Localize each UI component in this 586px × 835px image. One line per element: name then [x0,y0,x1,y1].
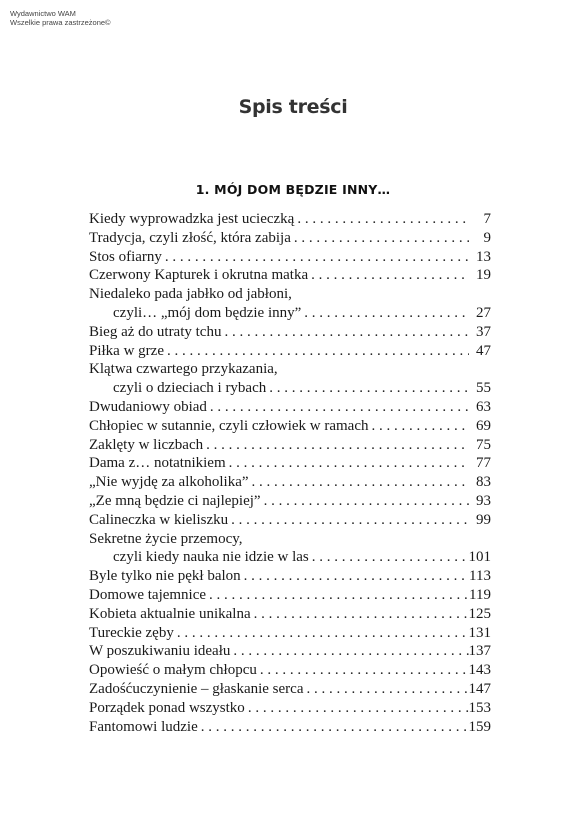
toc-entry [89,360,491,398]
toc-entry-line [89,699,491,718]
toc-page-number: 93 [476,492,491,509]
toc-entry [89,210,491,229]
toc-page-number: 19 [476,267,491,284]
toc-page-number: 143 [468,662,491,679]
toc-entry-title: Byle tylko nie pękł balon [89,568,241,585]
dot-leader [230,642,468,661]
toc-entry-title: „Ze mną będzie ci najlepiej” [89,492,261,509]
toc-page-number: 119 [469,586,491,603]
dot-leader [164,342,469,361]
toc-entry-line [89,661,491,680]
toc-entry-title: Kobieta aktualnie unikalna [89,605,251,622]
dot-leader [261,492,469,511]
toc-entry-line [89,511,491,530]
toc-entry-title: Sekretne życie przemocy, [89,530,243,547]
toc-entry-title: Dama z… notatnikiem [89,455,226,472]
toc-entry [89,436,491,455]
toc-entry-line [89,360,491,379]
toc-entry-title: Zadośćuczynienie – głaskanie serca [89,680,304,697]
toc-entry-line [89,605,491,624]
toc-entry [89,642,491,661]
toc-entry-line [89,567,491,586]
page-title: Spis treści [238,96,348,118]
toc-entry [89,624,491,643]
toc-entry-line [89,417,491,436]
toc-entry [89,248,491,267]
toc-entry-title: Zaklęty w liczbach [89,436,204,453]
toc-entry-line [89,323,491,342]
chapter-heading: 1. MÓJ DOM BĘDZIE INNY… [195,182,391,197]
toc-entry-title: Klątwa czwartego przykazania, [89,361,278,378]
toc-entry [89,661,491,680]
dot-leader [203,436,469,455]
toc-page-number: 77 [476,455,491,472]
dot-leader [207,398,469,417]
toc-entry-title: Piłka w grze [89,342,164,359]
dot-leader [221,323,469,342]
toc-entry-title: czyli o dzieciach i rybach [113,380,267,397]
dot-leader [249,473,469,492]
toc-entry [89,454,491,473]
toc-entry-title: Niedaleko pada jabłko od jabłoni, [89,286,292,303]
dot-leader [308,266,469,285]
toc-page-number: 55 [476,380,491,397]
toc-entry-title: Tureckie zęby [89,624,174,641]
toc-entry-line [89,454,491,473]
toc-entry-line [89,586,491,605]
toc-page-number: 113 [469,568,491,585]
toc-entry-line [89,266,491,285]
dot-leader [291,229,469,248]
toc-entry-line [89,492,491,511]
toc-entry-title: Kiedy wyprowadzka jest ucieczką [89,211,295,227]
toc-page-number: 9 [483,229,491,246]
dot-leader [294,210,469,229]
dot-leader [198,718,469,737]
toc-page-number: 27 [476,304,491,321]
toc-entry-line [89,398,491,417]
toc-entry-line [89,680,491,699]
toc-page-number: 37 [476,323,491,340]
toc-entry [89,473,491,492]
toc-entry [89,718,491,737]
dot-leader [301,304,469,323]
dot-leader [162,248,469,267]
toc-page-number: 83 [476,474,491,491]
toc-entry-line [89,229,491,248]
dot-leader [257,661,469,680]
toc-entry [89,398,491,417]
toc-entry-title: W poszukiwaniu ideału [89,643,231,660]
dot-leader [206,586,469,605]
toc-page-number: 137 [468,643,491,660]
toc-entry-line [89,248,491,267]
toc-entry [89,680,491,699]
toc-entry [89,511,491,530]
toc-entry [89,266,491,285]
toc-entry-title: Porządek ponad wszystko [89,699,245,716]
toc-entry-line [89,642,491,661]
toc-entry-line [89,624,491,643]
toc-entry-line [89,379,491,398]
toc-page-number: 159 [468,718,491,735]
dot-leader [241,567,469,586]
toc-entry-line [89,548,491,567]
toc-entry-line [89,473,491,492]
toc-entry [89,605,491,624]
toc-page-number: 153 [468,699,491,716]
toc-page-number: 7 [483,211,491,227]
toc-entry [89,229,491,248]
toc-entry-title: Opowieść o małym chłopcu [89,662,257,679]
toc-entry [89,342,491,361]
toc-entry-title: Calineczka w kieliszku [89,511,229,528]
toc-entry-title: Chłopiec w sutannie, czyli człowiek w ramach [89,417,369,434]
dot-leader [174,624,469,643]
dot-leader [369,417,470,436]
toc-entry-line [89,210,491,229]
toc-page-number: 131 [468,624,491,641]
toc-entry-title: Stos ofiarny [89,248,162,265]
toc-entry [89,699,491,718]
toc-entry [89,492,491,511]
dot-leader [309,548,469,567]
toc-page-number: 75 [476,436,491,453]
dot-leader [245,699,469,718]
toc-entry [89,417,491,436]
toc-page-number: 99 [476,511,491,528]
toc-entry-title: Dwudaniowy obiad [89,398,207,415]
toc-entry-line [89,304,491,323]
toc-page-number: 101 [468,549,491,566]
toc-entry-line [89,718,491,737]
toc-entry [89,567,491,586]
toc-entry [89,530,491,568]
rights-reserved: Wszelkie prawa zastrzeżone© [10,18,111,27]
toc-page-number: 147 [468,680,491,697]
dot-leader [226,454,469,473]
toc-entry-line [89,342,491,361]
publisher-name: Wydawnictwo WAM [10,9,76,18]
dot-leader [303,680,468,699]
dot-leader [251,605,469,624]
toc-entry-line [89,285,491,304]
toc-page-number: 125 [468,605,491,622]
toc-entry-line [89,530,491,549]
toc-page-number: 69 [476,417,491,434]
toc-entry-title: Czerwony Kapturek i okrutna matka [89,267,309,284]
toc-entry-title: Fantomowi ludzie [89,718,198,735]
toc-entry-title: czyli kiedy nauka nie idzie w las [113,549,309,566]
dot-leader [228,511,469,530]
toc-page-number: 13 [476,248,491,265]
toc-entry [89,586,491,605]
copyright-notice [10,9,111,27]
toc-entry [89,323,491,342]
toc-entry-title: „Nie wyjdę za alkoholika” [89,474,249,491]
dot-leader [266,379,469,398]
toc-entry-title: Tradycja, czyli złość, która zabija [89,229,291,246]
table-of-contents [89,210,491,736]
toc-entry-title: czyli… „mój dom będzie inny” [113,304,302,321]
toc-page-number: 47 [476,342,491,359]
toc-entry-line [89,436,491,455]
toc-entry-title: Domowe tajemnice [89,586,207,603]
toc-page-number: 63 [476,398,491,415]
toc-entry-title: Bieg aż do utraty tchu [89,323,222,340]
toc-entry [89,285,491,323]
